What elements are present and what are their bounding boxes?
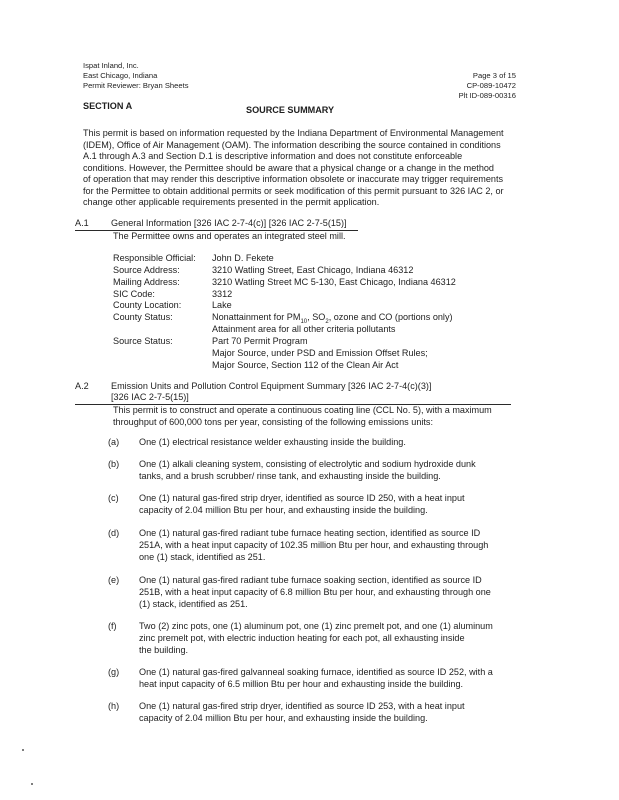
info-value: 3210 Watling Street MC 5-130, East Chicago, Indiana 46312 — [212, 277, 456, 287]
info-key: Source Status: — [113, 336, 173, 346]
a1-statement: The Permittee owns and operates an integrated steel mill. — [113, 231, 346, 241]
header-reviewer: Permit Reviewer: Bryan Sheets — [83, 81, 189, 90]
item-label: (g) — [108, 667, 120, 677]
item-label: (b) — [108, 459, 120, 469]
section-label: SECTION A — [83, 101, 133, 111]
intro-line: A.1 through A.3 and Section D.1 is descriptive information and does not constitute enforceable — [83, 151, 463, 161]
a2-heading-continued: [326 IAC 2-7-5(15)] — [111, 392, 189, 402]
item-label: (h) — [108, 701, 120, 711]
info-key: Responsible Official: — [113, 253, 196, 263]
item-text: the building. — [139, 645, 189, 655]
scan-speck — [31, 783, 33, 785]
item-text: One (1) natural gas-fired galvanneal soaking furnace, identified as source ID 252, with a — [139, 667, 493, 677]
info-value: John D. Fekete — [212, 253, 274, 263]
item-label: (a) — [108, 437, 120, 447]
item-text: One (1) natural gas-fired radiant tube furnace soaking section, identified as source ID — [139, 575, 482, 585]
info-key: SIC Code: — [113, 289, 155, 299]
intro-line: This permit is based on information requested by the Indiana Department of Environmental Management — [83, 128, 504, 138]
item-text: 251B, with a heat input capacity of 6.8 million Btu per hour, and exhausting through one — [139, 587, 491, 597]
section-title: SOURCE SUMMARY — [246, 105, 335, 115]
info-value: Major Source, Section 112 of the Clean Air Act — [212, 360, 399, 370]
header-plant-id: Plt ID-089-00316 — [458, 91, 516, 100]
item-label: (d) — [108, 528, 120, 538]
a1-number: A.1 — [75, 218, 89, 228]
item-text: zinc premelt pot, with electric induction heating for each pot, all exhausting inside — [139, 633, 465, 643]
header-location: East Chicago, Indiana — [83, 71, 158, 80]
item-text: heat input capacity of 6.5 million Btu per hour and exhausting inside the building. — [139, 679, 464, 689]
info-value: Major Source, under PSD and Emission Offset Rules; — [212, 348, 428, 358]
header-permit-number: CP-089-10472 — [466, 81, 516, 90]
info-value: Part 70 Permit Program — [212, 336, 308, 346]
intro-line: for the Permittee to obtain additional permits or seek modification of this permit pursuant to 326 IAC 2, or — [83, 185, 504, 196]
info-value: 3312 — [212, 289, 233, 299]
info-key: County Status: — [113, 312, 173, 322]
item-text: One (1) alkali cleaning system, consisting of electrolytic and sodium hydroxide dunk — [139, 459, 476, 469]
info-key: Source Address: — [113, 265, 180, 275]
item-label: (e) — [108, 575, 120, 585]
a2-number: A.2 — [75, 381, 89, 391]
a2-intro-line: throughput of 600,000 tons per year, consisting of the following emissions units: — [113, 417, 433, 427]
item-text: Two (2) zinc pots, one (1) aluminum pot, one (1) zinc premelt pot, and one (1) aluminum — [139, 621, 493, 631]
intro-line: conditions. However, the Permittee should be aware that a physical change or a change in the method — [83, 162, 494, 173]
item-text: capacity of 2.04 million Btu per hour, and exhausting inside the building. — [139, 713, 428, 723]
header-company: Ispat Inland, Inc. — [83, 61, 139, 70]
item-text: One (1) natural gas-fired strip dryer, identified as source ID 253, with a heat input — [139, 701, 465, 711]
intro-line: (IDEM), Office of Air Management (OAM). The information describing the source contained in conditions — [83, 139, 501, 150]
item-text: tanks, and a brush scrubber/ rinse tank, and exhausting inside the building. — [139, 471, 441, 481]
item-text: One (1) natural gas-fired radiant tube furnace heating section, identified as source ID — [139, 528, 481, 538]
intro-line: of operation that may render this descriptive information obsolete or inaccurate may trigger requirements — [83, 174, 504, 184]
info-value: Attainment area for all other criteria pollutants — [212, 324, 396, 334]
item-text: One (1) natural gas-fired strip dryer, identified as source ID 250, with a heat input — [139, 493, 465, 503]
item-text: one (1) stack, identified as 251. — [139, 552, 266, 562]
header-page-number: Page 3 of 15 — [472, 71, 516, 80]
a2-intro-line: This permit is to construct and operate a continuous coating line (CCL No. 5), with a maximum — [113, 405, 492, 415]
item-label: (f) — [108, 621, 117, 631]
info-value: Nonattainment for $PM_{10}$, $SO_2$, ozone and CO (portions only) — [212, 312, 453, 325]
info-key: County Location: — [113, 300, 182, 310]
a2-heading: Emission Units and Pollution Control Equipment Summary [326 IAC 2-7-4(c)(3)] — [111, 381, 432, 391]
info-value: 3210 Watling Street, East Chicago, Indiana 46312 — [212, 265, 414, 275]
a1-heading: General Information [326 IAC 2-7-4(c)] [326 IAC 2-7-5(15)] — [111, 218, 347, 228]
item-text: capacity of 2.04 million Btu per hour, and exhausting inside the building. — [139, 505, 428, 515]
item-text: One (1) electrical resistance welder exhausting inside the building. — [139, 437, 406, 447]
item-text: 251A, with a heat input capacity of 102.35 million Btu per hour, and exhausting through — [139, 540, 489, 550]
intro-line: change other applicable requirements presented in the permit application. — [83, 197, 380, 207]
scan-speck — [22, 749, 24, 751]
info-value: Lake — [212, 300, 232, 310]
info-key: Mailing Address: — [113, 277, 180, 287]
item-label: (c) — [108, 493, 119, 503]
item-text: (1) stack, identified as 251. — [139, 599, 248, 609]
